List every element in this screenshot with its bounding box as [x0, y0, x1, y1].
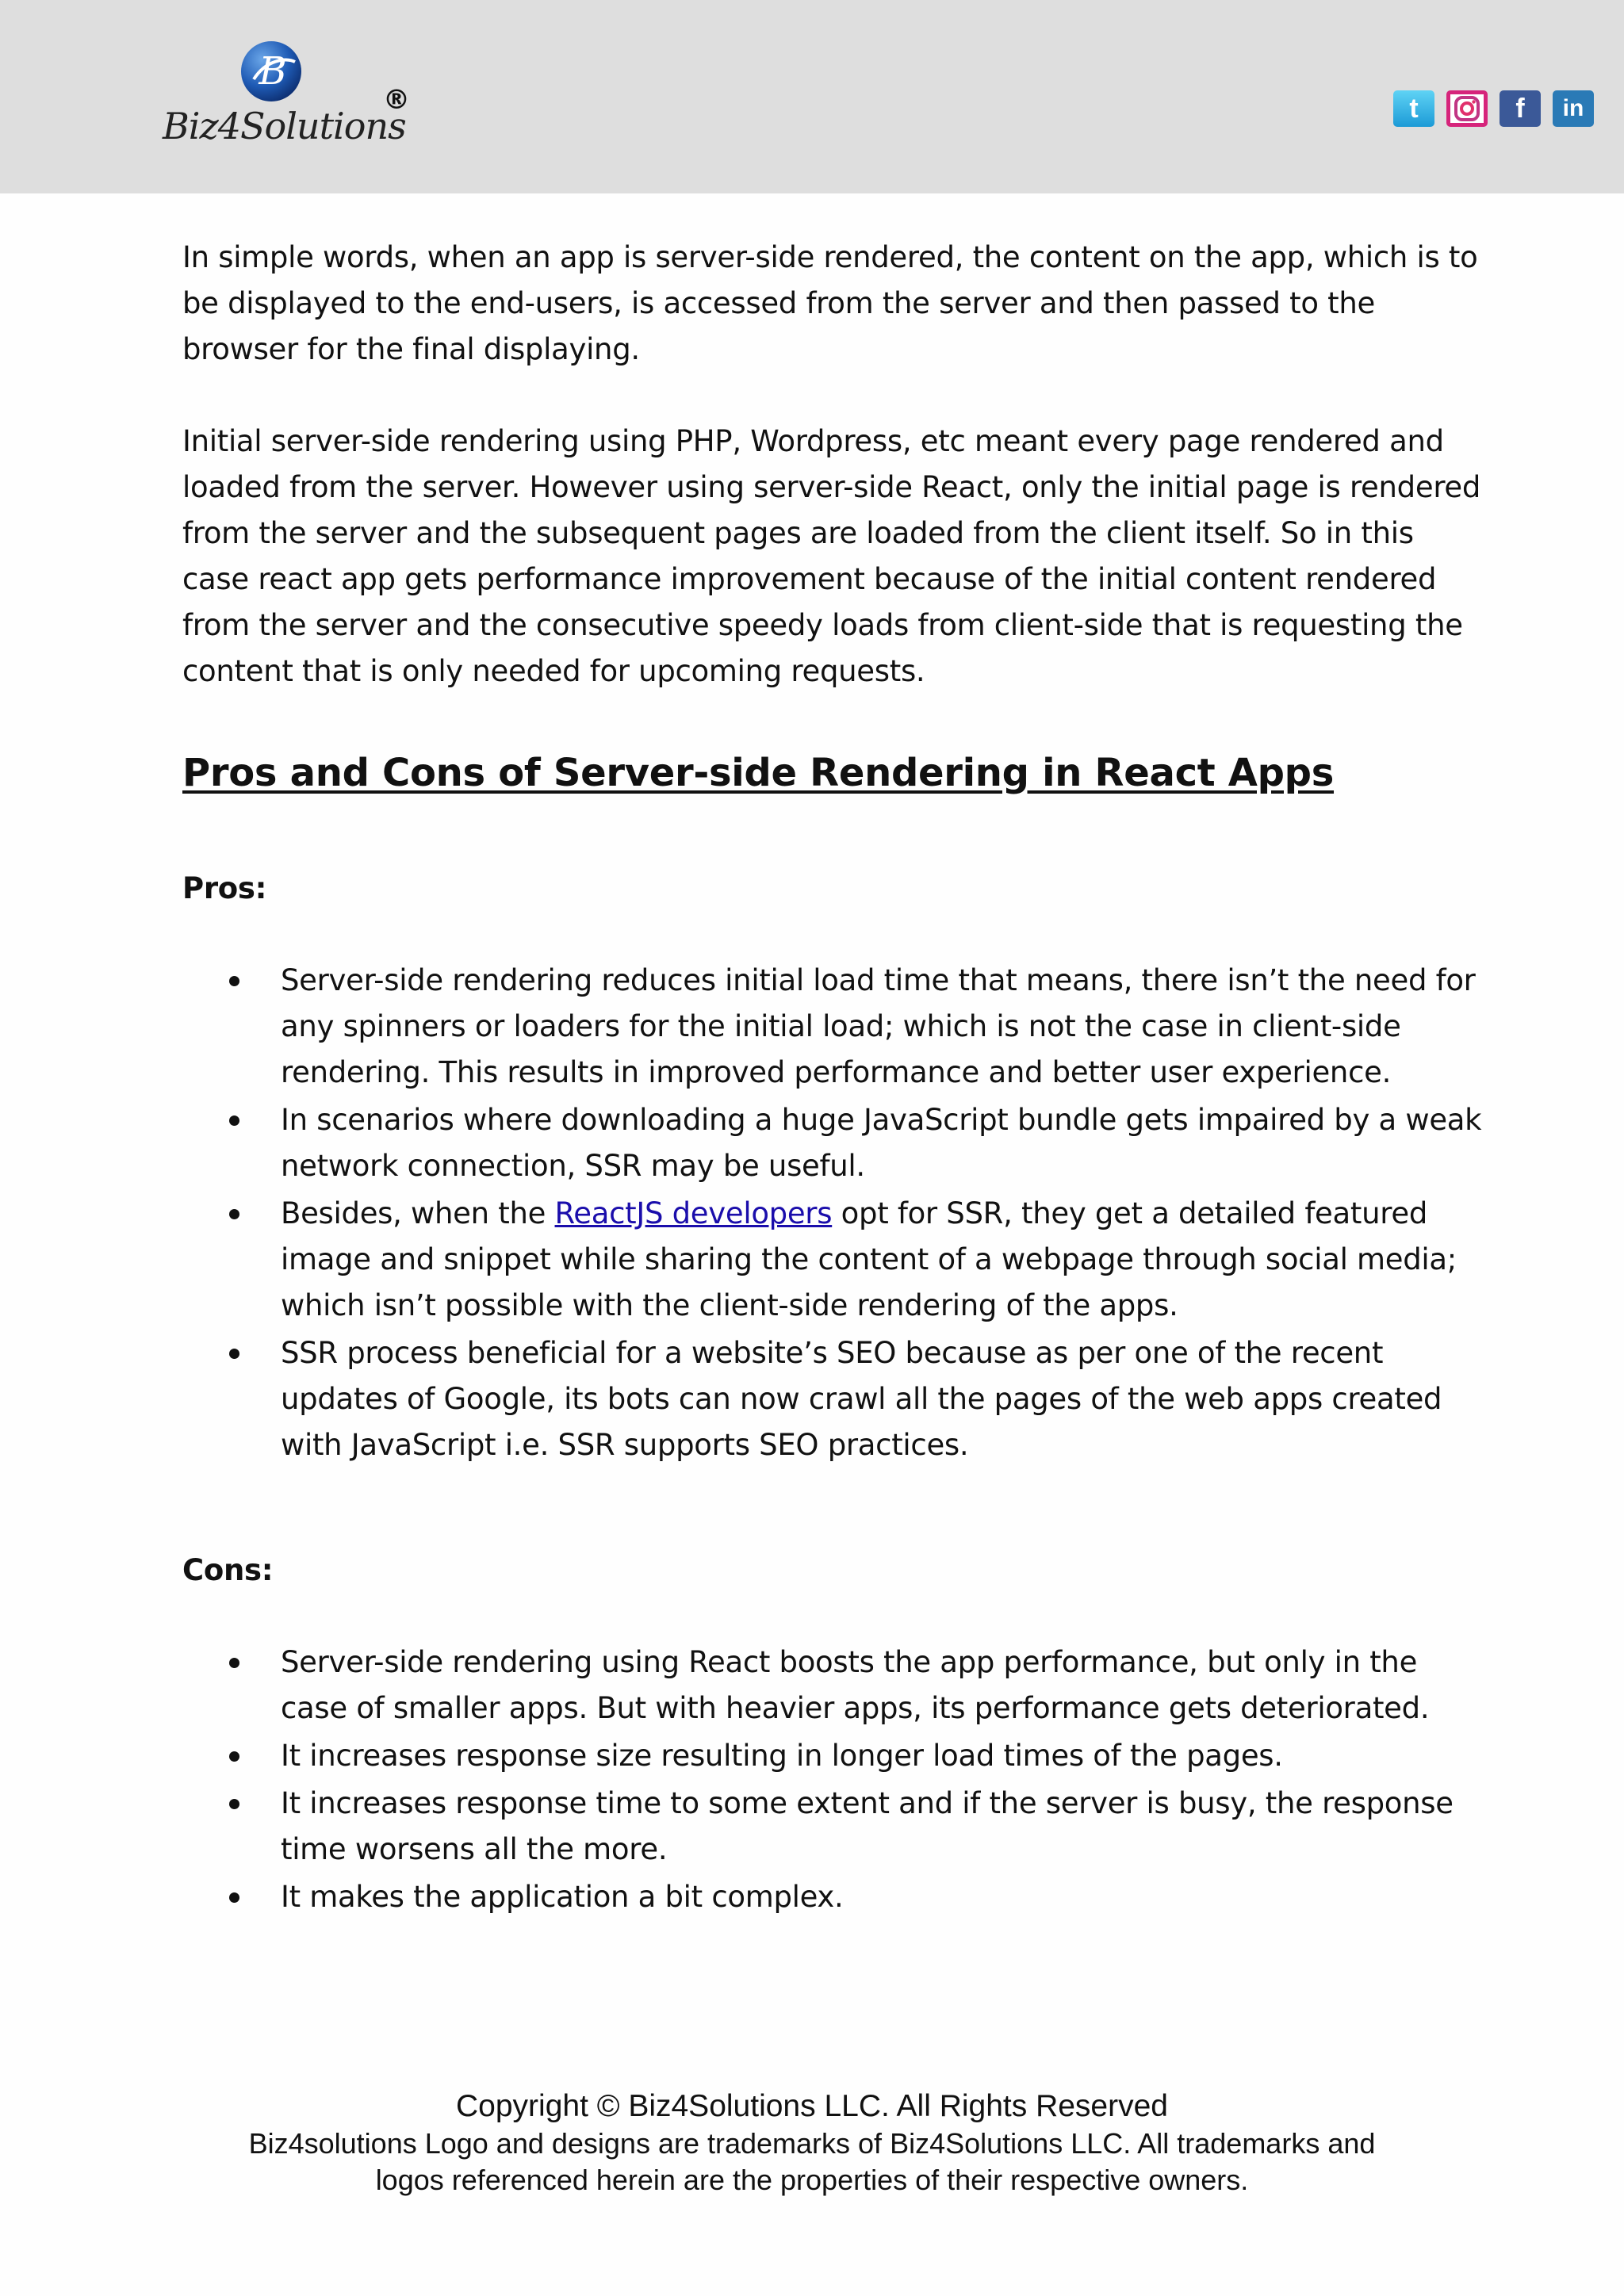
list-item: Server-side rendering reduces initial load time that means, there isn’t the need for any spinners or loaders for the initial load; which is not the case in client-side rendering. This results in improved performance and better user experience.	[281, 958, 1483, 1096]
instagram-glyph	[1454, 95, 1480, 122]
list-item: Server-side rendering using React boosts the app performance, but only in the case of smaller apps. But with heavier apps, its performance gets deteriorated.	[281, 1640, 1483, 1732]
logo-text: Biz4Solutions	[163, 105, 406, 147]
twitter-icon[interactable]	[1393, 90, 1434, 127]
page-footer	[0, 2087, 1624, 2198]
pros-list	[182, 958, 1483, 1468]
copyright-text: Copyright © Biz4Solutions LLC. All Rights Reserved	[456, 2089, 1168, 2123]
facebook-icon[interactable]	[1500, 90, 1541, 127]
company-logo[interactable]	[163, 38, 416, 149]
instagram-icon[interactable]	[1446, 90, 1488, 127]
main-content	[182, 235, 1483, 1922]
list-item: SSR process beneficial for a website’s SEO because as per one of the recent updates of Google, its bots can now crawl all the pages of the web apps created with JavaScript i.e. SSR supports SEO practices.	[281, 1330, 1483, 1468]
list-item: It increases response time to some extent and if the server is busy, the response time worsens all the more.	[281, 1781, 1483, 1873]
trademark-text: Biz4solutions Logo and designs are trademarks of Biz4Solutions LLC. All trademarks and logos referenced herein are the properties of their respective owners.	[248, 2127, 1376, 2196]
pros-label: Pros:	[182, 871, 267, 905]
linkedin-glyph: in	[1562, 95, 1584, 121]
logo-globe-icon	[238, 38, 304, 105]
reactjs-developers-link[interactable]: ReactJS developers	[554, 1196, 833, 1230]
cons-label: Cons:	[182, 1553, 274, 1587]
explanation-paragraph: Initial server-side rendering using PHP, Wordpress, etc meant every page rendered and loaded from the server. However using server-side React, only the initial page is rendered from the server and the subsequent pages are loaded from the client itself. So in this case react app gets performance improvement because of the initial content rendered from the server and the consecutive speedy loads from client-side that is requesting the content that is only needed for upcoming requests.	[182, 424, 1481, 688]
list-item	[281, 1191, 1483, 1329]
list-item: In scenarios where downloading a huge JavaScript bundle gets impaired by a weak network connection, SSR may be useful.	[281, 1097, 1483, 1189]
section-heading: Pros and Cons of Server-side Rendering in React Apps	[182, 751, 1335, 795]
page-header	[0, 0, 1624, 193]
facebook-glyph: f	[1515, 93, 1525, 124]
list-item: It increases response size resulting in longer load times of the pages.	[281, 1733, 1483, 1779]
social-links	[1393, 90, 1594, 127]
cons-list	[182, 1640, 1483, 1920]
intro-paragraph: In simple words, when an app is server-side rendered, the content on the app, which is to be displayed to the end-users, is accessed from the server and then passed to the browser for the final displaying.	[182, 240, 1478, 366]
twitter-glyph: t	[1409, 93, 1419, 124]
svg-text:B: B	[259, 49, 287, 94]
list-item: It makes the application a bit complex.	[281, 1874, 1483, 1920]
linkedin-icon[interactable]	[1553, 90, 1594, 127]
list-item-text: Besides, when the	[281, 1196, 555, 1230]
list-item-text: opt for SSR, they get a detailed featured image and snippet while sharing the content of a webpage through social media; which isn’t possible with the client-side rendering of the apps.	[281, 1196, 1457, 1322]
registered-mark: ®	[383, 84, 410, 116]
